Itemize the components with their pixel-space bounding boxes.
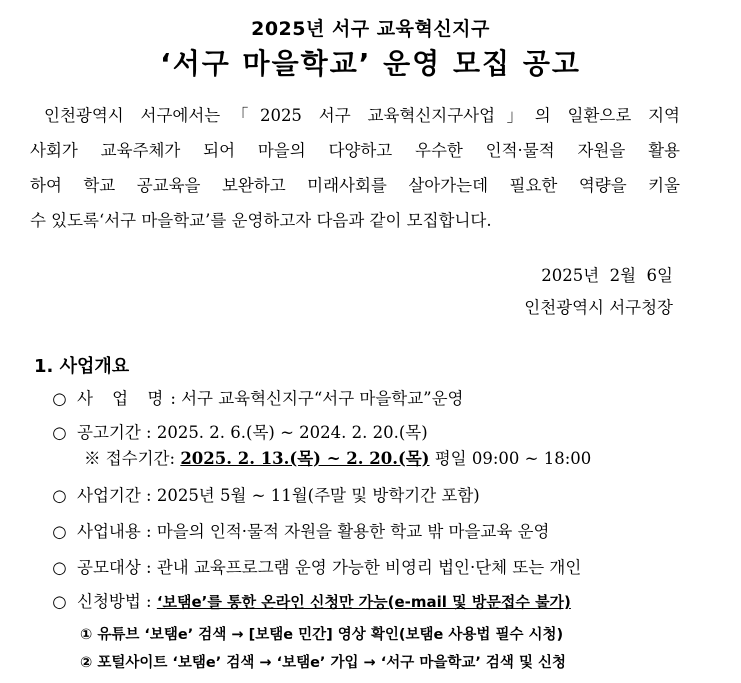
- item-colon: :: [146, 592, 157, 611]
- receipt-period-highlight: 2025. 2. 13.(목) ~ 2. 20.(목): [180, 449, 430, 468]
- item-label: 공고기간: [77, 423, 141, 442]
- note-suffix: 평일 09:00 ~ 18:00: [429, 449, 592, 468]
- list-item-business-content: [50, 518, 549, 542]
- intro-paragraph: [30, 98, 680, 238]
- circle-bullet-icon: ○: [52, 522, 67, 541]
- item-value: : 2025년 5월 ~ 11월(주말 및 방학기간 포함): [146, 486, 480, 505]
- circle-bullet-icon: ○: [52, 389, 67, 408]
- list-item-business-period: [50, 482, 480, 506]
- item-label: 신청방법: [77, 592, 141, 611]
- item-value: : 2025. 2. 6.(목) ~ 2024. 2. 20.(목): [146, 423, 428, 442]
- receipt-period-note: [84, 445, 591, 469]
- item-value: : 관내 교육프로그램 운영 가능한 비영리 법인·단체 또는 개인: [146, 558, 582, 577]
- application-step-1: ① 유튜브 ‘보탬e’ 검색 → [보탬e 민간] 영상 확인(보탬e 사용법 필수 시청): [80, 627, 564, 643]
- notice-date: 2025년 2월 6일: [541, 266, 673, 285]
- circle-bullet-icon: ○: [52, 486, 67, 505]
- document-title: ‘서구 마을학교’ 운영 모집 공고: [160, 47, 581, 80]
- intro-line-2: 사회가 교육주체가 되어 마을의 다양하고 우수한 인적·물적 자원을 활용: [30, 141, 680, 160]
- list-item-project-name: [50, 385, 464, 409]
- list-item-notice-period: [50, 419, 428, 443]
- intro-line-1: 인천광역시 서구에서는「2025 서구 교육혁신지구사업」의 일환으로 지역: [44, 106, 680, 125]
- issuer-name: 인천광역시 서구청장: [524, 298, 673, 317]
- item-value: : 마을의 인적·물적 자원을 활용한 학교 밖 마을교육 운영: [146, 522, 550, 541]
- intro-line-4: 수 있도록‘서구 마을학교’를 운영하고자 다음과 같이 모집합니다.: [30, 211, 492, 230]
- circle-bullet-icon: ○: [52, 558, 67, 577]
- circle-bullet-icon: ○: [52, 592, 67, 611]
- document-subtitle: 2025년 서구 교육혁신지구: [251, 18, 490, 40]
- application-step-2: ② 포털사이트 ‘보탬e’ 검색 → ‘보탬e’ 가입 → ‘서구 마을학교’ 검색 및 신청: [80, 655, 567, 671]
- item-label: 사업내용: [77, 522, 141, 541]
- list-item-application-method: [50, 588, 571, 612]
- intro-line-3: 하여 학교 공교육을 보완하고 미래사회를 살아가는데 필요한 역량을 키울: [30, 176, 680, 195]
- item-value: : 서구 교육혁신지구“서구 마을학교”운영: [170, 389, 464, 408]
- list-item-target: [50, 554, 581, 578]
- application-method-highlight: ‘보탬e’를 통한 온라인 신청만 가능(e-mail 및 방문접수 불가): [156, 593, 571, 611]
- item-label: 사업기간: [77, 486, 141, 505]
- item-label: 공모대상: [77, 558, 141, 577]
- item-label: 사 업 명: [77, 389, 171, 408]
- circle-bullet-icon: ○: [52, 423, 67, 442]
- section-heading: 1. 사업개요: [34, 356, 130, 377]
- note-prefix: ※ 접수기간:: [84, 449, 181, 468]
